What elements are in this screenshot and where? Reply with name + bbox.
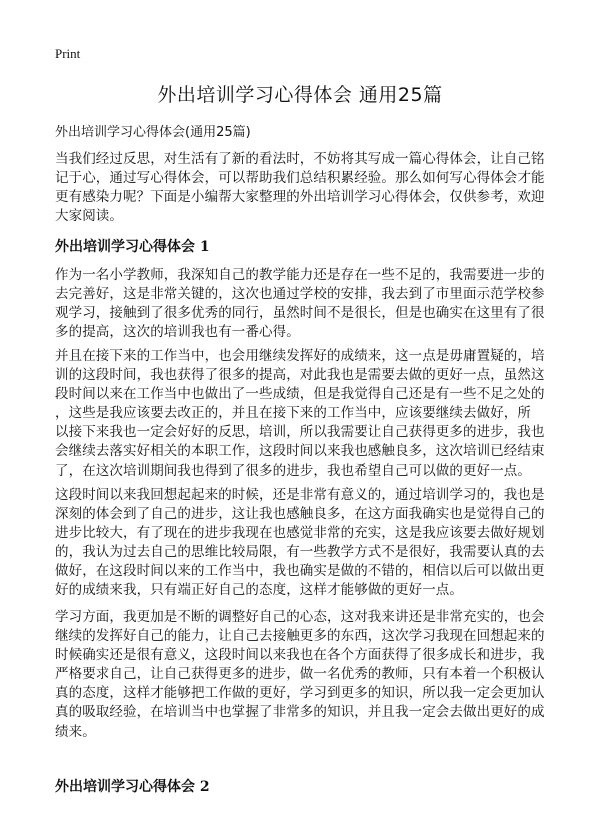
line: 去完善好，这是非常关键的，这次也通过学校的安排，我去到了市里面示范学校参: [55, 286, 545, 303]
line: 以接下来我也一定会好好的反思，培训，所以我需要让自己获得更多的进步，我也: [55, 424, 545, 441]
subtitle: 外出培训学习心得体会(通用25篇): [55, 125, 251, 140]
section-heading-2: 外出培训学习心得体会 2: [55, 779, 210, 795]
line: ，这些是我应该要去改正的，并且在接下来的工作当中，应该要继续去做好，所: [55, 405, 531, 422]
line: 这段时间以来我回想起起来的时候，还是非常有意义的，通过培训学习的，我也是: [55, 487, 545, 503]
section-heading-1: 外出培训学习心得体会 1: [55, 239, 210, 255]
line: 记于心，通过写心得体会，可以帮助我们总结积累经验。那么如何写心得体会才能: [55, 170, 545, 187]
line: 多的提高，这次的培训我也有一番心得。: [55, 324, 300, 341]
paragraph-1: [55, 266, 555, 342]
line: 更有感染力呢？下面是小编帮大家整理的外出培训学习心得体会，仅供参考，欢迎: [55, 189, 545, 206]
line: 当我们经过反思，对生活有了新的看法时，不妨将其写成一篇心得体会，让自己铭: [55, 151, 545, 167]
line: 好的成绩来我，只有端正好自己的态度，这样才能够做的更好一点。: [55, 582, 463, 599]
line: 大家阅读。: [55, 208, 123, 225]
line: 做好，在这段时间以来的工作当中，我也确实是做的不错的，相信以后可以做出更: [55, 563, 545, 580]
line: 严格要求自己，让自己获得更多的进步，做一名优秀的教师，只有本着一个积极认: [55, 666, 545, 683]
line: 真的态度，这样才能够把工作做的更好，学习到更多的知识，所以我一定会更加认: [55, 685, 545, 702]
line: 了，在这次培训期间我也得到了很多的进步，我也希望自己可以做的更好一点。: [55, 462, 531, 479]
page-title: 外出培训学习心得体会 通用25篇: [157, 84, 443, 106]
line: 观学习，接触到了很多优秀的同行，虽然时间不是很长，但是也确实在这里有了很: [55, 305, 545, 322]
line: 会继续去落实好相关的本职工作，这段时间以来我也感触良多，这次培训已经结束: [55, 443, 545, 460]
line: 时候确实还是很有意义，这段时间以来我也在各个方面获得了很多成长和进步，我: [55, 647, 545, 664]
line: 深刻的体会到了自己的进步，这让我也感触良多，在这方面我确实也是觉得自己的: [55, 506, 545, 523]
line: 真的吸取经验，在培训当中也掌握了非常多的知识，并且我一定会去做出更好的成: [55, 704, 545, 721]
intro-paragraph: [55, 150, 555, 226]
paragraph-3: [55, 486, 555, 601]
line: 并且在接下来的工作当中，也会用继续发挥好的成绩来，这一点是毋庸置疑的，培: [55, 348, 545, 364]
line: 继续的发挥好自己的能力，让自己去接触更多的东西，这次学习我现在回想起来的: [55, 628, 545, 645]
line: 段时间以来在工作当中也做出了一些成绩，但是我觉得自己还是有一些不足之处的: [55, 386, 545, 403]
paragraph-2: [55, 347, 555, 481]
line: 进步比较大，有了现在的进步我现在也感觉非常的充实，这是我应该要去做好规划: [55, 525, 545, 542]
print-link[interactable]: Print: [55, 46, 81, 61]
line: 学习方面，我更加是不断的调整好自己的心态，这对我来讲还是非常充实的，也会: [55, 609, 545, 625]
line: 训的这段时间，我也获得了很多的提高，对此我也是需要去做的更好一点，虽然这: [55, 367, 545, 384]
line: 作为一名小学教师，我深知自己的教学能力还是存在一些不足的，我需要进一步的: [55, 267, 545, 283]
line: 的，我认为过去自己的思维比较局限，有一些教学方式不是很好，我需要认真的去: [55, 544, 545, 561]
paragraph-4: [55, 608, 555, 742]
line: 绩来。: [55, 723, 96, 740]
